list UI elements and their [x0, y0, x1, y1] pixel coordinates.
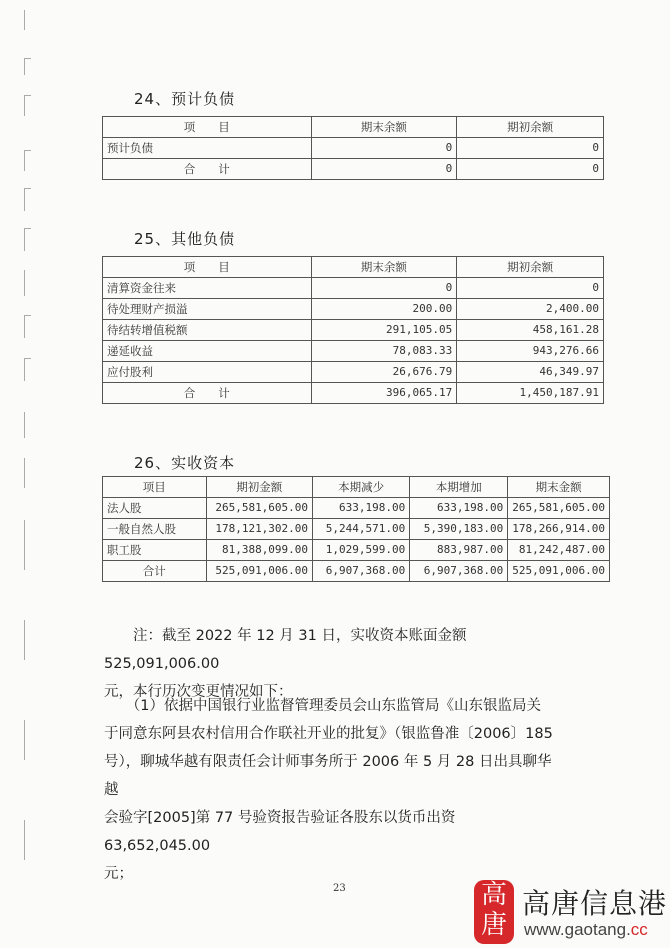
total-label: 合 计	[103, 383, 312, 404]
seal-icon	[474, 880, 514, 944]
total-end-balance: 396,065.17	[311, 383, 457, 404]
paragraph-line: 于同意东阿县农村信用合作联社开业的批复》（银监鲁准〔2006〕185	[104, 726, 553, 742]
total-increase: 6,907,368.00	[410, 561, 508, 582]
seal-char-bottom: 唐	[480, 910, 507, 940]
binding-mark	[24, 720, 31, 760]
table-header-row	[103, 257, 604, 278]
total-end-amount: 525,091,006.00	[508, 561, 610, 582]
header-decrease: 本期减少	[313, 477, 410, 498]
other-liabilities-table	[102, 256, 604, 404]
row-increase: 883,987.00	[410, 540, 508, 561]
total-begin-balance: 1,450,187.91	[457, 383, 604, 404]
binding-mark	[24, 10, 31, 30]
watermark-logo	[474, 880, 670, 948]
row-increase: 5,390,183.00	[410, 519, 508, 540]
header-begin-balance: 期初余额	[457, 257, 604, 278]
header-item: 项 目	[103, 257, 312, 278]
table-total-row	[103, 383, 604, 404]
row-item: 预计负债	[103, 138, 312, 159]
header-begin-amount: 期初金额	[206, 477, 313, 498]
row-item: 递延收益	[103, 341, 312, 362]
header-end-balance: 期末余额	[311, 117, 457, 138]
row-decrease: 1,029,599.00	[313, 540, 410, 561]
table-row	[103, 341, 604, 362]
row-begin-balance: 0	[457, 138, 604, 159]
row-begin-amount: 265,581,605.00	[206, 498, 313, 519]
history-paragraph-1	[104, 692, 554, 888]
binding-mark	[24, 95, 31, 116]
row-end-amount: 265,581,605.00	[508, 498, 610, 519]
table-total-row	[103, 159, 604, 180]
row-item: 待处理财产损溢	[103, 299, 312, 320]
table-row	[103, 362, 604, 383]
url-main: www.gaotang.	[524, 920, 631, 939]
total-begin-amount: 525,091,006.00	[206, 561, 313, 582]
row-begin-balance: 46,349.97	[457, 362, 604, 383]
binding-holes	[20, 0, 40, 948]
row-begin-balance: 0	[457, 278, 604, 299]
row-item: 职工股	[103, 540, 207, 561]
table-header-row	[103, 117, 604, 138]
section-24-title: 24、预计负债	[134, 90, 236, 108]
binding-mark	[24, 820, 31, 860]
binding-mark	[24, 150, 31, 171]
table-row	[103, 278, 604, 299]
row-begin-balance: 458,161.28	[457, 320, 604, 341]
binding-mark	[24, 520, 31, 570]
binding-mark	[24, 412, 31, 438]
table-row	[103, 138, 604, 159]
binding-mark	[24, 458, 31, 488]
row-item: 应付股利	[103, 362, 312, 383]
header-begin-balance: 期初余额	[457, 117, 604, 138]
total-end-balance: 0	[311, 159, 457, 180]
header-item: 项 目	[103, 117, 312, 138]
binding-mark	[24, 188, 31, 211]
row-end-balance: 0	[311, 278, 457, 299]
table-row	[103, 299, 604, 320]
header-end-balance: 期末余额	[311, 257, 457, 278]
header-item: 项目	[103, 477, 207, 498]
row-item: 一般自然人股	[103, 519, 207, 540]
row-decrease: 633,198.00	[313, 498, 410, 519]
row-begin-balance: 2,400.00	[457, 299, 604, 320]
header-end-amount: 期末金额	[508, 477, 610, 498]
seal-char-top: 高	[480, 880, 507, 910]
header-increase: 本期增加	[410, 477, 508, 498]
row-end-balance: 0	[311, 138, 457, 159]
note-line: 元，本行历次变更情况如下：	[104, 684, 293, 700]
binding-mark	[24, 358, 31, 381]
paragraph-line: （1）依据中国银行业监督管理委员会山东监管局《山东银监局关	[104, 698, 541, 714]
row-end-balance: 78,083.33	[311, 341, 457, 362]
note-line: 注：截至 2022 年 12 月 31 日，实收资本账面金额 525,091,006.00	[104, 628, 467, 672]
total-decrease: 6,907,368.00	[313, 561, 410, 582]
table-total-row	[103, 561, 610, 582]
row-begin-amount: 178,121,302.00	[206, 519, 313, 540]
row-increase: 633,198.00	[410, 498, 508, 519]
binding-mark	[24, 58, 31, 75]
row-begin-amount: 81,388,099.00	[206, 540, 313, 561]
table-row	[103, 540, 610, 561]
binding-mark	[24, 620, 31, 660]
table-header-row	[103, 477, 610, 498]
paragraph-line: 元；	[104, 866, 133, 882]
total-label: 合 计	[103, 159, 312, 180]
table-row	[103, 519, 610, 540]
paid-in-capital-table	[102, 476, 610, 582]
row-end-balance: 200.00	[311, 299, 457, 320]
row-end-amount: 81,242,487.00	[508, 540, 610, 561]
url-tld: cc	[630, 920, 648, 939]
section-25-title: 25、其他负债	[134, 230, 236, 248]
provisions-table	[102, 116, 604, 180]
total-label: 合计	[103, 561, 207, 582]
watermark-name: 高唐信息港	[522, 887, 668, 920]
watermark-url	[524, 920, 648, 940]
row-item: 待结转增值税额	[103, 320, 312, 341]
row-item: 清算资金往来	[103, 278, 312, 299]
binding-mark	[24, 315, 31, 338]
section-26-title: 26、实收资本	[134, 454, 236, 472]
row-end-amount: 178,266,914.00	[508, 519, 610, 540]
binding-mark	[24, 270, 31, 296]
paragraph-line: 会验字[2005]第 77 号验资报告验证各股东以货币出资 63,652,045.00	[104, 810, 456, 854]
table-row	[103, 320, 604, 341]
paragraph-line: 号），聊城华越有限责任会计师事务所于 2006 年 5 月 28 日出具聊华越	[104, 754, 552, 798]
row-item: 法人股	[103, 498, 207, 519]
row-end-balance: 291,105.05	[311, 320, 457, 341]
table-row	[103, 498, 610, 519]
row-begin-balance: 943,276.66	[457, 341, 604, 362]
page-number: 23	[333, 883, 346, 894]
binding-mark	[24, 228, 31, 251]
row-decrease: 5,244,571.00	[313, 519, 410, 540]
total-begin-balance: 0	[457, 159, 604, 180]
row-end-balance: 26,676.79	[311, 362, 457, 383]
